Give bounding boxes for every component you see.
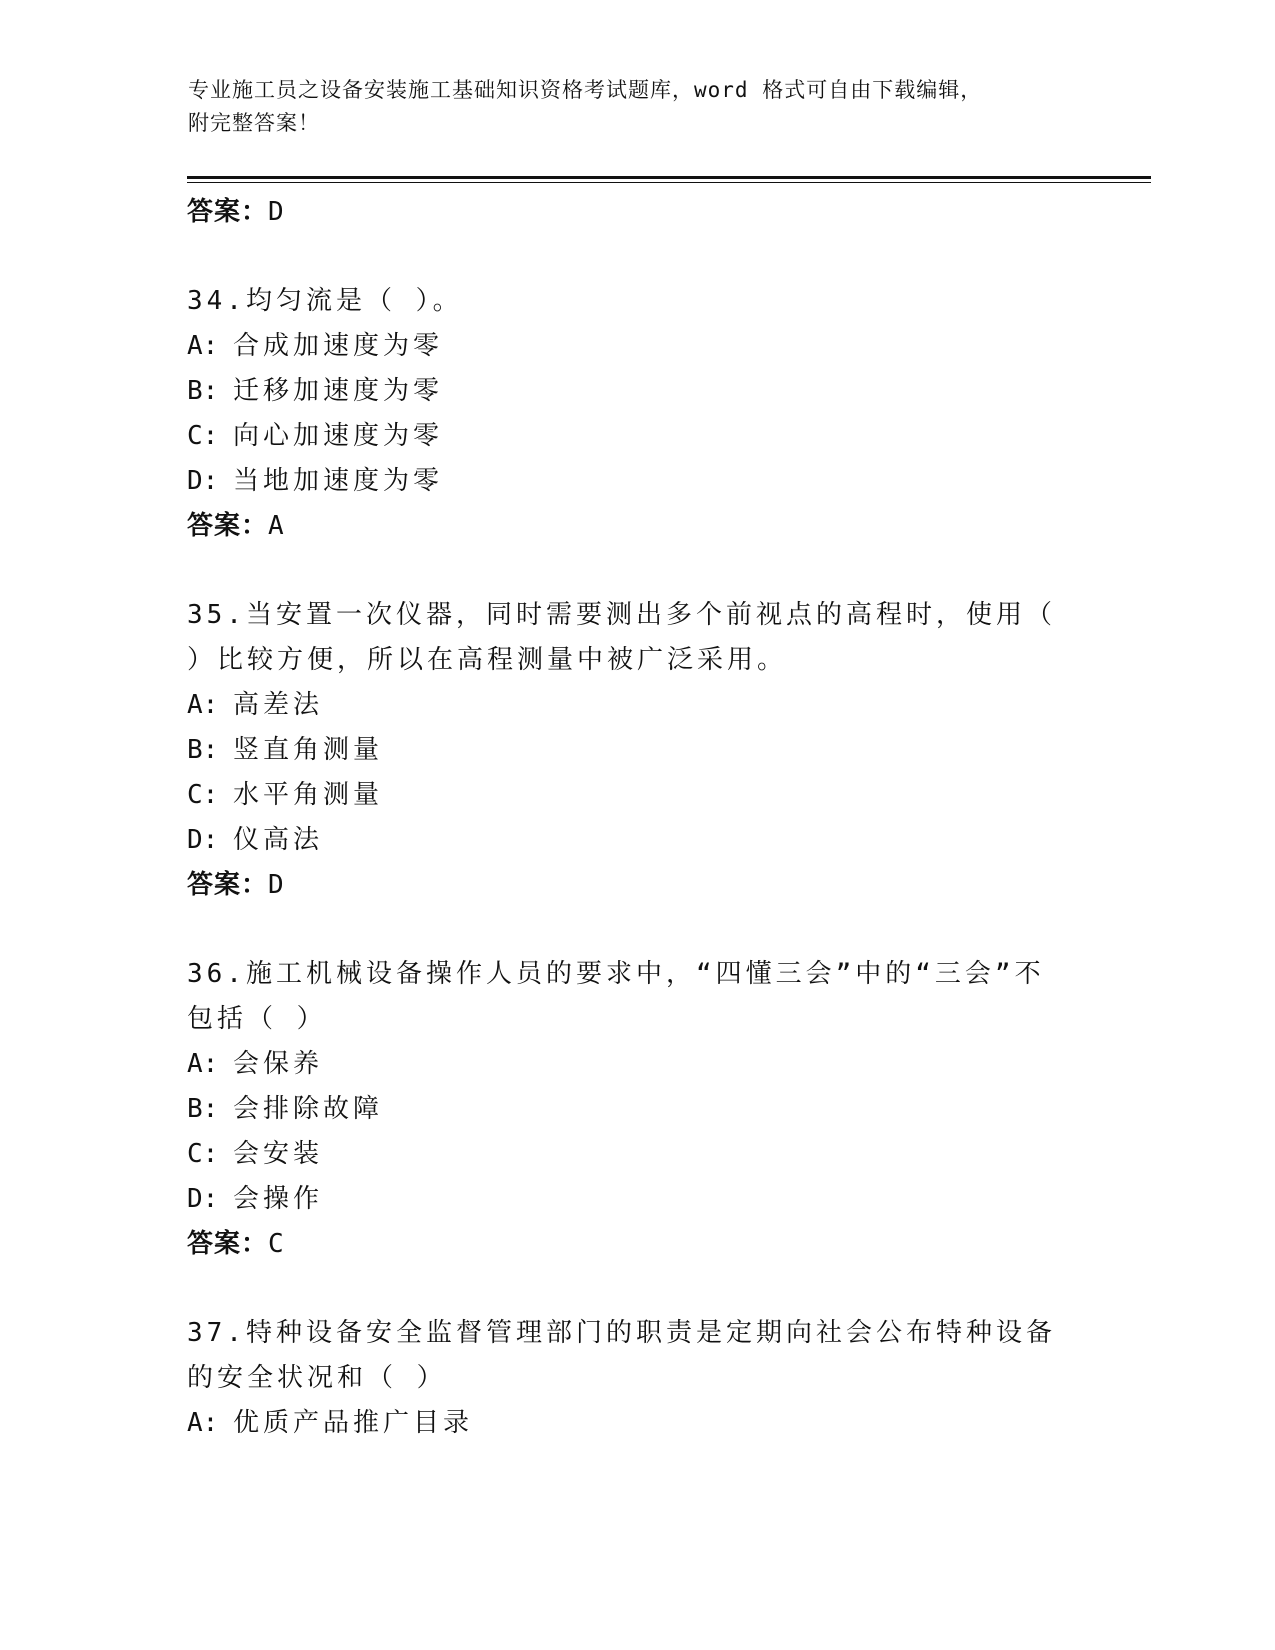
- question-stem: 36.施工机械设备操作人员的要求中，“四懂三会”中的“三会”不包括（ ）: [187, 959, 1045, 1034]
- option-c: [187, 414, 1087, 459]
- option-letter: D:: [187, 466, 219, 496]
- option-text: 会操作: [233, 1184, 324, 1214]
- question-stem: 34.均匀流是（ ）。: [187, 286, 463, 316]
- question-list: [187, 190, 1087, 1446]
- option-a: [187, 324, 1087, 369]
- answer-label: 答案：: [187, 197, 269, 227]
- option-text: 合成加速度为零: [233, 331, 444, 361]
- answer-line: [187, 190, 1087, 234]
- option-letter: B:: [187, 376, 219, 406]
- option-letter: A:: [187, 1049, 219, 1079]
- option-d: [187, 1177, 1087, 1222]
- answer-label: 答案：: [187, 511, 269, 541]
- spacer: [187, 234, 1087, 279]
- header-divider-thin: [187, 182, 1151, 183]
- question-37: [187, 1311, 1087, 1446]
- option-letter: D:: [187, 1184, 219, 1214]
- answer-line: [187, 504, 1087, 548]
- answer-value: A: [268, 511, 285, 541]
- option-c: [187, 773, 1087, 818]
- option-text: 优质产品推广目录: [233, 1408, 474, 1438]
- option-a: [187, 683, 1087, 728]
- option-letter: B:: [187, 1094, 219, 1124]
- question-stem: 37.特种设备安全监督管理部门的职责是定期向社会公布特种设备的安全状况和（ ）: [187, 1318, 1056, 1393]
- spacer: [187, 548, 1087, 593]
- question-36: [187, 952, 1087, 1266]
- option-b: [187, 1087, 1087, 1132]
- header-line-1: 专业施工员之设备安装施工基础知识资格考试题库，word 格式可自由下载编辑，: [188, 78, 983, 102]
- option-b: [187, 728, 1087, 773]
- answer-label: 答案：: [187, 870, 269, 900]
- spacer: [187, 1266, 1087, 1311]
- spacer: [187, 907, 1087, 952]
- answer-value: C: [268, 1229, 285, 1259]
- option-text: 竖直角测量: [233, 735, 384, 765]
- answer-value: D: [268, 197, 285, 227]
- option-text: 向心加速度为零: [233, 421, 444, 451]
- option-letter: A:: [187, 690, 219, 720]
- option-a: [187, 1401, 1087, 1446]
- question-35: [187, 593, 1087, 907]
- option-text: 会保养: [233, 1049, 324, 1079]
- option-b: [187, 369, 1087, 414]
- answer-label: 答案：: [187, 1229, 269, 1259]
- header-divider-thick: [187, 176, 1151, 179]
- option-letter: B:: [187, 735, 219, 765]
- option-c: [187, 1132, 1087, 1177]
- option-text: 水平角测量: [233, 780, 384, 810]
- option-d: [187, 818, 1087, 863]
- answer-line: [187, 1222, 1087, 1266]
- option-letter: D:: [187, 825, 219, 855]
- option-letter: C:: [187, 780, 219, 810]
- option-a: [187, 1042, 1087, 1087]
- option-d: [187, 459, 1087, 504]
- answer-value: D: [268, 870, 285, 900]
- option-letter: C:: [187, 1139, 219, 1169]
- question-34: [187, 279, 1087, 548]
- option-letter: A:: [187, 1408, 219, 1438]
- answer-line: [187, 863, 1087, 907]
- option-text: 会排除故障: [233, 1094, 384, 1124]
- option-text: 当地加速度为零: [233, 466, 444, 496]
- header-line-2: 附完整答案！: [188, 111, 320, 135]
- option-text: 迁移加速度为零: [233, 376, 444, 406]
- option-text: 高差法: [233, 690, 324, 720]
- option-letter: A:: [187, 331, 219, 361]
- option-letter: C:: [187, 421, 219, 451]
- document-header: [188, 74, 1068, 140]
- question-stem: 35.当安置一次仪器，同时需要测出多个前视点的高程时，使用（ ）比较方便，所以在高程测量中被广泛采用。: [187, 600, 1056, 675]
- option-text: 仪高法: [233, 825, 324, 855]
- option-text: 会安装: [233, 1139, 324, 1169]
